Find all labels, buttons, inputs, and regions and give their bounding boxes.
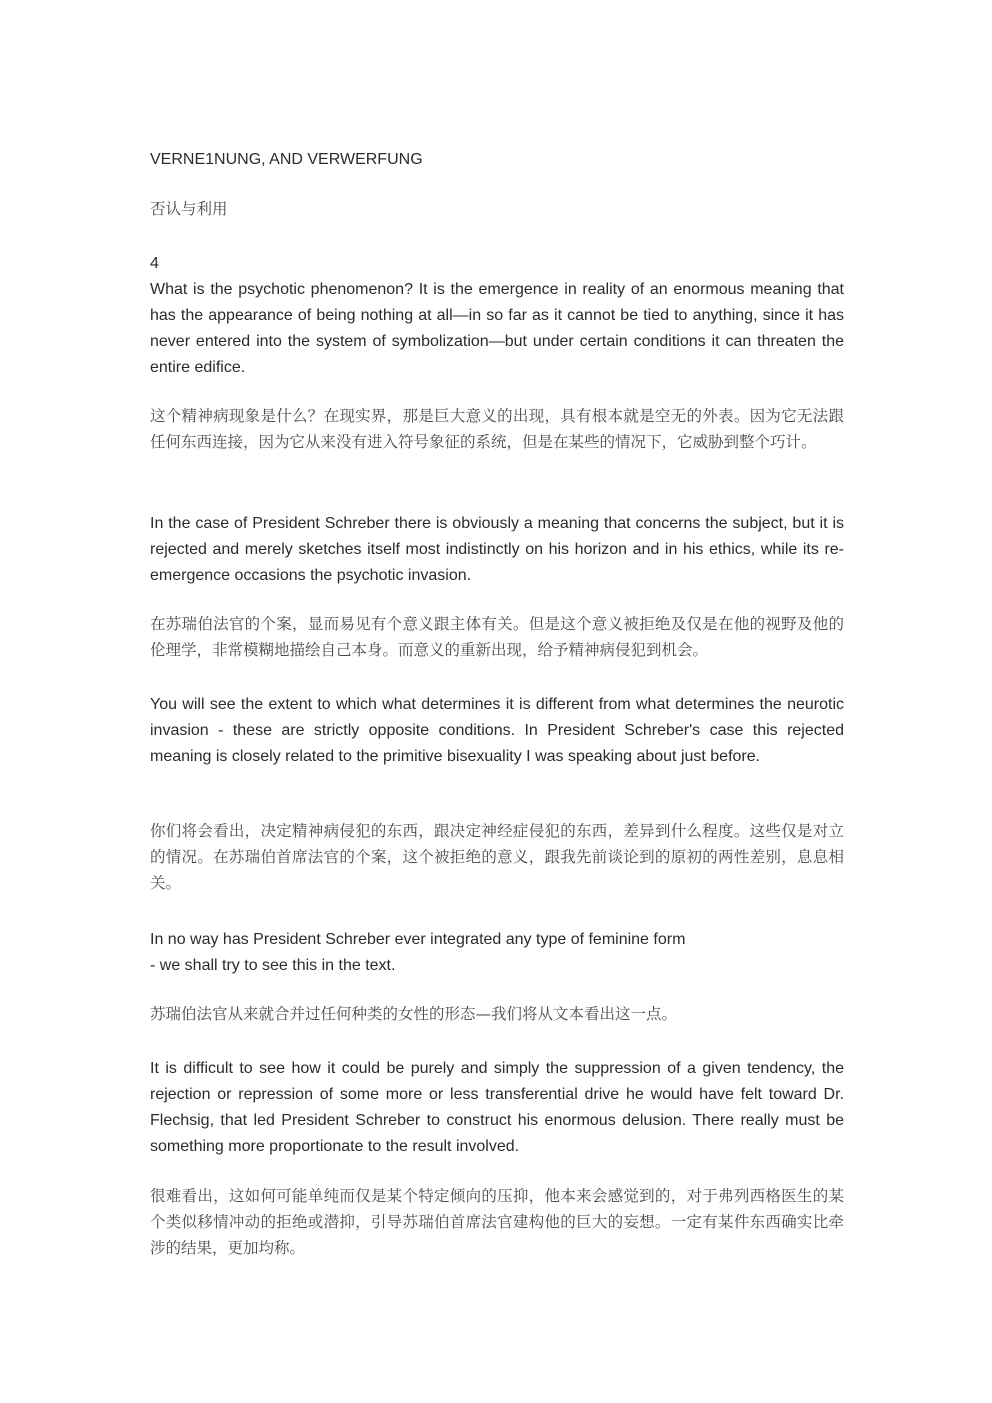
section-number: 4 bbox=[150, 255, 159, 272]
paragraph-en-5: It is difficult to see how it could be purely and simply the suppression of a given tendency, the rejection or repression of some more or less transferential drive he would have felt toward Dr. Flechsig, that led President Schreber to construct his enormous delusion. There really must be something more proportionate to the result involved. bbox=[150, 1060, 844, 1155]
paragraph-en-3: You will see the extent to which what determines it is different from what determines the neurotic invasion - these are strictly opposite conditions. In President Schreber's case this rejected meaning is closely related to the primitive bisexuality I was speaking about just before. bbox=[150, 696, 844, 765]
paragraph-en-4-line-1: In no way has President Schreber ever integrated any type of feminine form bbox=[150, 931, 686, 948]
paragraph-en-4 bbox=[150, 927, 844, 979]
paragraph-zh-5: 很难看出，这如何可能单纯而仅是某个特定倾向的压抑，他本来会感觉到的，对于弗列西格医生的某个类似移情冲动的拒绝或潜抑，引导苏瑞伯首席法官建构他的巨大的妄想。一定有某件东西确实比牵涉的结果，更加均称。 bbox=[150, 1187, 844, 1257]
paragraph-en-1: What is the psychotic phenomenon? It is the emergence in reality of an enormous meaning that has the appearance of being nothing at all—in so far as it cannot be tied to anything, since it has never entered into the system of symbolization—but under certain conditions it can threaten the entire edifice. bbox=[150, 281, 844, 376]
paragraph-zh-2: 在苏瑞伯法官的个案，显而易见有个意义跟主体有关。但是这个意义被拒绝及仅是在他的视野及他的伦理学，非常模糊地描绘自己本身。而意义的重新出现，给予精神病侵犯到机会。 bbox=[150, 615, 844, 659]
title-chinese: 否认与利用 bbox=[150, 200, 228, 218]
paragraph-zh-4: 苏瑞伯法官从来就合并过任何种类的女性的形态—我们将从文本看出这一点。 bbox=[150, 1005, 678, 1023]
paragraph-zh-1: 这个精神病现象是什么？在现实界，那是巨大意义的出现，具有根本就是空无的外表。因为它无法跟任何东西连接，因为它从来没有进入符号象征的系统，但是在某些的情况下，它威胁到整个巧计。 bbox=[150, 407, 844, 451]
paragraph-en-4-line-2: - we shall try to see this in the text. bbox=[150, 957, 396, 974]
title-english: VERNE1NUNG, AND VERWERFUNG bbox=[150, 151, 423, 168]
paragraph-zh-3: 你们将会看出，决定精神病侵犯的东西，跟决定神经症侵犯的东西，差异到什么程度。这些仅是对立的情况。在苏瑞伯首席法官的个案，这个被拒绝的意义，跟我先前谈论到的原初的两性差别，息息相关。 bbox=[150, 822, 844, 892]
paragraph-en-2: In the case of President Schreber there is obviously a meaning that concerns the subject, but it is rejected and merely sketches itself most indistinctly on his horizon and in his ethics, while its re-emergence occasions the psychotic invasion. bbox=[150, 515, 844, 584]
